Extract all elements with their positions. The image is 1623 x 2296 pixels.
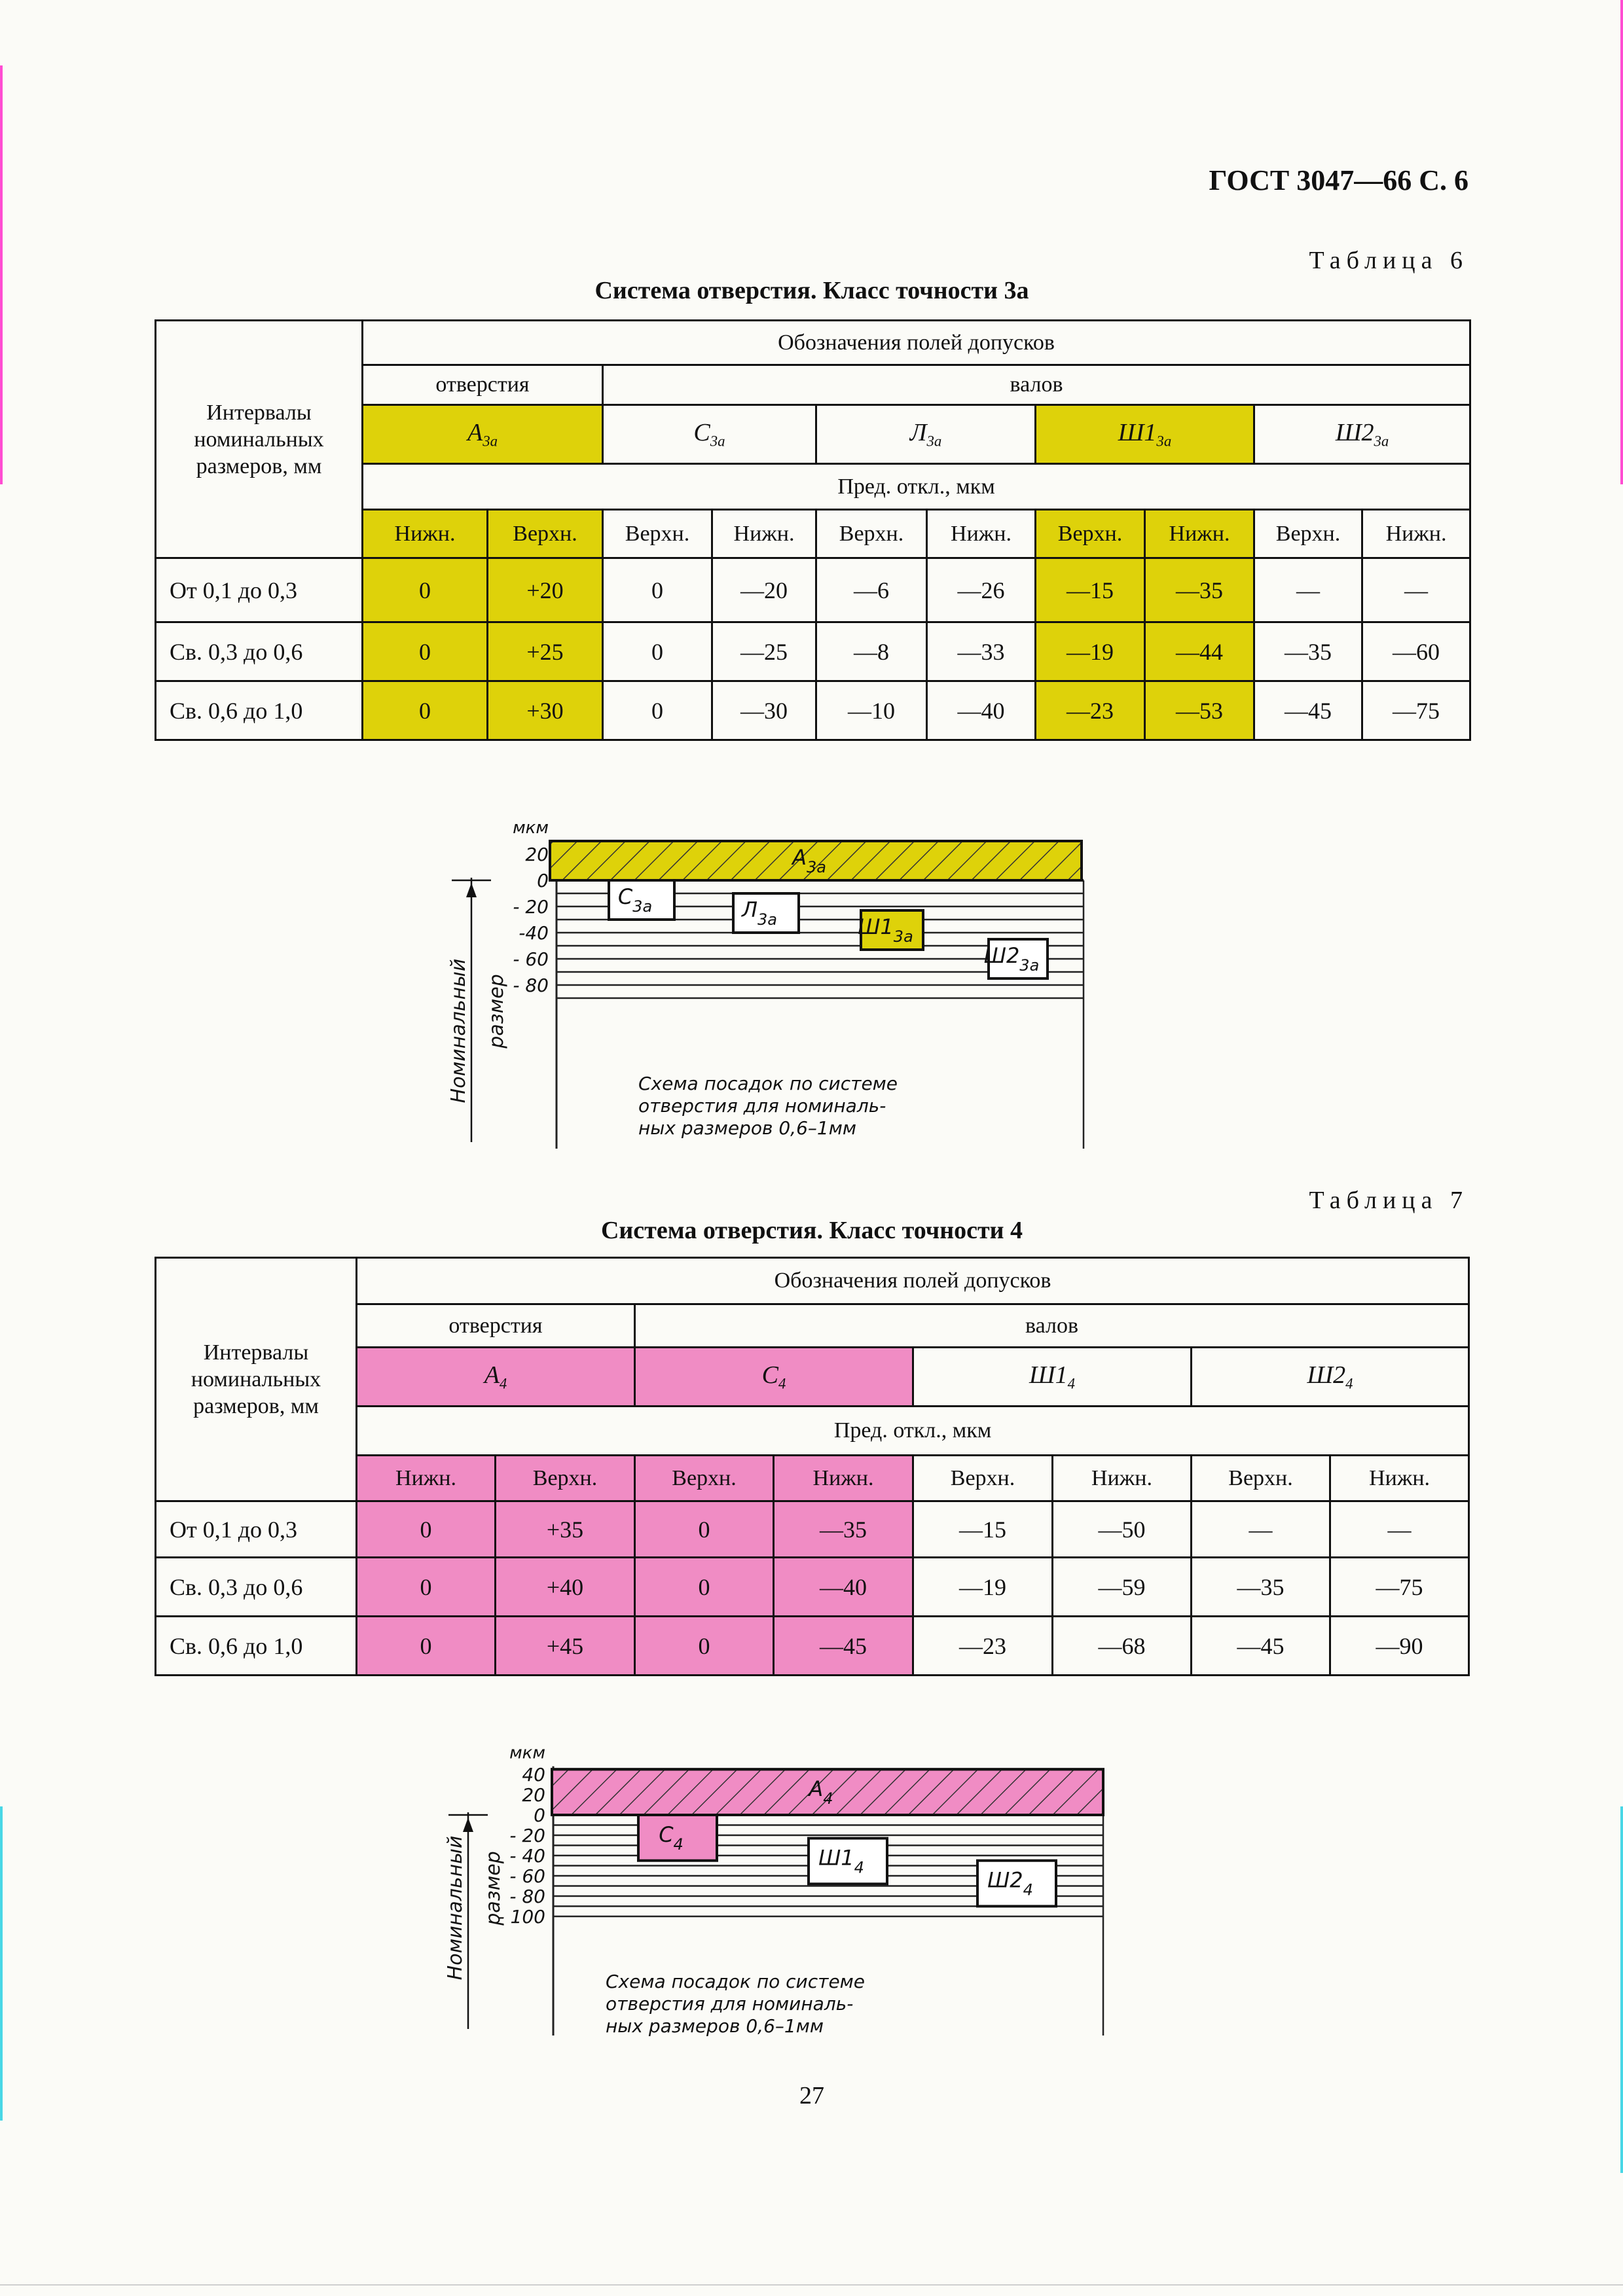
- fit-diagram-4: [429, 1692, 1116, 2039]
- table7-cell: —23: [913, 1617, 1053, 1676]
- table7-cell: 0: [635, 1558, 774, 1617]
- table7-cell: —: [1192, 1501, 1330, 1558]
- tolerance-field-label: $Л_{3а}$: [741, 897, 778, 929]
- table-row: [156, 558, 1470, 622]
- table-row: [156, 1501, 1469, 1558]
- table6-holes-header: отверстия: [363, 365, 603, 405]
- y-tick-label: 0: [537, 870, 549, 891]
- nominal-arrow-head: [463, 1818, 473, 1832]
- table7-cell: —35: [1192, 1558, 1330, 1617]
- y-tick-label: -40: [519, 922, 549, 944]
- table7-shafts-header: валов: [635, 1304, 1469, 1348]
- table6-label: Таблица 6: [1309, 247, 1468, 274]
- y-tick-label: - 60: [509, 1865, 545, 1887]
- table6-cell: —25: [712, 622, 816, 681]
- table7-subheader: Нижн.: [774, 1456, 913, 1501]
- table6-cell: —15: [1036, 558, 1145, 622]
- page-number: 27: [799, 2082, 824, 2109]
- table7-cell: —35: [774, 1501, 913, 1558]
- table7-subheader: Верхн.: [1192, 1456, 1330, 1501]
- table6-cell: —35: [1145, 558, 1254, 622]
- table6-cell: 0: [363, 558, 488, 622]
- table7-cell: —40: [774, 1558, 913, 1617]
- y-tick-label: - 60: [513, 948, 549, 970]
- table7-holes-header: отверстия: [357, 1304, 635, 1348]
- y-tick-label: - 100: [498, 1906, 545, 1928]
- caption-line: отверстия для номиналь-: [638, 1095, 886, 1117]
- nominal-arrow-head: [466, 883, 477, 897]
- table6-subheader: Нижн.: [363, 510, 488, 558]
- left-margin-mark-magenta: [0, 65, 3, 484]
- table6-cell: —26: [927, 558, 1036, 622]
- table7-cell: —15: [913, 1501, 1053, 1558]
- table-row: [156, 1558, 1469, 1617]
- table7-title: Система отверстия. Класс точности 4: [600, 1217, 1023, 1244]
- table6-cell: —23: [1036, 681, 1145, 740]
- table6-cell: —45: [1254, 681, 1362, 740]
- axis-label-size: размер: [485, 974, 508, 1049]
- fit-diagram-3a: [432, 769, 1100, 1162]
- table7-cell: +45: [496, 1617, 635, 1676]
- table7-cell: 0: [357, 1617, 496, 1676]
- table6-subheader: Нижн.: [927, 510, 1036, 558]
- table7-cell: —59: [1053, 1558, 1192, 1617]
- caption-line: ных размеров 0,6–1мм: [606, 2015, 824, 2037]
- table6-title: Система отверстия. Класс точности 3а: [594, 277, 1029, 304]
- table7-group-header: Обозначения полей допусков: [357, 1258, 1469, 1304]
- table6-cell: —40: [927, 681, 1036, 740]
- axis-label-size: размер: [482, 1851, 505, 1926]
- table7-cell: 0: [635, 1617, 774, 1676]
- tolerance-field-label: $Ш2_4$: [987, 1867, 1033, 1899]
- table6-field-sh2: $Ш2_{3а}$: [1254, 405, 1470, 464]
- table6-cell: —35: [1254, 622, 1362, 681]
- y-tick-label: - 40: [509, 1845, 545, 1867]
- table7-range: От 0,1 до 0,3: [156, 1501, 357, 1558]
- table6-cell: 0: [603, 558, 712, 622]
- left-margin-mark-cyan: [0, 1806, 3, 2121]
- table6-deviations-header: Пред. откл., мкм: [363, 464, 1470, 510]
- table6-cell: —30: [712, 681, 816, 740]
- table7-field-a: $А_4$: [357, 1348, 635, 1407]
- table6-cell: —20: [712, 558, 816, 622]
- table7-cell: +40: [496, 1558, 635, 1617]
- caption-line: ных размеров 0,6–1мм: [638, 1117, 856, 1139]
- table-row: [156, 1617, 1469, 1676]
- table6: [155, 319, 1471, 741]
- table6-row-header: Интервалы номинальных размеров, мм: [156, 321, 363, 558]
- table6-cell: 0: [363, 622, 488, 681]
- y-tick-label: - 80: [513, 975, 549, 996]
- table7-cell: 0: [635, 1501, 774, 1558]
- table7: [155, 1257, 1470, 1676]
- table7-field-sh2: $Ш2_4$: [1192, 1348, 1469, 1407]
- caption-line: Схема посадок по системе: [606, 1971, 866, 1992]
- table7-subheader: Верхн.: [496, 1456, 635, 1501]
- table6-cell: —8: [816, 622, 927, 681]
- unit-label: мкм: [509, 1743, 545, 1763]
- table7-cell: +35: [496, 1501, 635, 1558]
- y-tick-label: 20: [525, 844, 549, 865]
- table7-label: Таблица 7: [1309, 1187, 1468, 1214]
- table7-cell: —45: [774, 1617, 913, 1676]
- table7-subheader: Нижн.: [1053, 1456, 1192, 1501]
- table6-cell: 0: [603, 622, 712, 681]
- table6-field-l: $Л_{3а}$: [816, 405, 1036, 464]
- table6-cell: +25: [488, 622, 603, 681]
- table7-cell: —68: [1053, 1617, 1192, 1676]
- right-margin-mark-cyan: [1620, 1806, 1623, 2173]
- table7-subheader: Верхн.: [913, 1456, 1053, 1501]
- caption-line: Схема посадок по системе: [638, 1073, 898, 1094]
- y-tick-label: 40: [522, 1764, 545, 1785]
- tolerance-field-label: $C_{3а}$: [617, 884, 653, 916]
- table-row: [156, 622, 1470, 681]
- table6-cell: 0: [603, 681, 712, 740]
- table6-field-a: $А_{3а}$: [363, 405, 603, 464]
- table6-cell: —53: [1145, 681, 1254, 740]
- unit-label: мкм: [513, 818, 549, 838]
- crop-mark-line: [0, 2284, 1623, 2286]
- table7-cell: 0: [357, 1501, 496, 1558]
- table6-subheader: Нижн.: [1145, 510, 1254, 558]
- table6-subheader: Нижн.: [1362, 510, 1470, 558]
- table6-cell: —33: [927, 622, 1036, 681]
- table6-cell: —: [1254, 558, 1362, 622]
- table6-cell: —19: [1036, 622, 1145, 681]
- y-tick-label: - 20: [513, 896, 549, 918]
- table6-subheader: Верхн.: [1036, 510, 1145, 558]
- table7-subheader: Верхн.: [635, 1456, 774, 1501]
- table7-cell: —45: [1192, 1617, 1330, 1676]
- table6-cell: —10: [816, 681, 927, 740]
- table6-field-sh1: $Ш1_{3а}$: [1036, 405, 1254, 464]
- right-margin-mark-magenta: [1620, 0, 1623, 484]
- table6-subheader: Верхн.: [1254, 510, 1362, 558]
- table6-field-c: $С_{3а}$: [603, 405, 816, 464]
- table7-cell: 0: [357, 1558, 496, 1617]
- table6-range: От 0,1 до 0,3: [156, 558, 363, 622]
- table-row: [156, 681, 1470, 740]
- tolerance-field-label: $A_{3а}$: [792, 845, 826, 876]
- table6-cell: +30: [488, 681, 603, 740]
- table6-cell: —44: [1145, 622, 1254, 681]
- table7-cell: —19: [913, 1558, 1053, 1617]
- table7-cell: —90: [1330, 1617, 1469, 1676]
- tolerance-field-label: $Ш1_{3а}$: [858, 914, 913, 946]
- table6-cell: —6: [816, 558, 927, 622]
- caption-line: отверстия для номиналь-: [606, 1993, 854, 2015]
- y-tick-label: 20: [522, 1784, 545, 1806]
- tolerance-field-label: $Ш1_4$: [818, 1845, 864, 1877]
- table6-range: Св. 0,3 до 0,6: [156, 622, 363, 681]
- table6-subheader: Нижн.: [712, 510, 816, 558]
- table7-cell: —: [1330, 1501, 1469, 1558]
- tolerance-field-label: $A_4$: [809, 1776, 833, 1808]
- table6-subheader: Верхн.: [816, 510, 927, 558]
- y-tick-label: 0: [534, 1804, 545, 1826]
- table7-row-header: Интервалы номинальных размеров, мм: [156, 1258, 357, 1501]
- table6-group-header: Обозначения полей допусков: [363, 321, 1470, 365]
- axis-label-nominal: Номинальный: [444, 1835, 467, 1981]
- table7-cell: —50: [1053, 1501, 1192, 1558]
- table7-field-sh1: $Ш1_4$: [913, 1348, 1192, 1407]
- tolerance-field-label: $C_4$: [659, 1821, 684, 1854]
- table7-range: Св. 0,3 до 0,6: [156, 1558, 357, 1617]
- y-tick-label: - 80: [509, 1886, 545, 1907]
- table6-cell: —75: [1362, 681, 1470, 740]
- table7-range: Св. 0,6 до 1,0: [156, 1617, 357, 1676]
- table6-cell: 0: [363, 681, 488, 740]
- axis-label-nominal: Номинальный: [447, 958, 470, 1103]
- table7-field-c: $С_4$: [635, 1348, 913, 1407]
- table6-cell: +20: [488, 558, 603, 622]
- document-code: ГОСТ 3047—66 С. 6: [1209, 164, 1468, 196]
- table7-subheader: Нижн.: [1330, 1456, 1469, 1501]
- table6-shafts-header: валов: [603, 365, 1470, 405]
- y-tick-label: - 20: [509, 1825, 545, 1846]
- tolerance-field-label: $Ш2_{3а}$: [983, 943, 1040, 975]
- table6-subheader: Верхн.: [488, 510, 603, 558]
- table7-deviations-header: Пред. откл., мкм: [357, 1407, 1469, 1456]
- table6-subheader: Верхн.: [603, 510, 712, 558]
- table7-subheader: Нижн.: [357, 1456, 496, 1501]
- table7-cell: —75: [1330, 1558, 1469, 1617]
- table6-cell: —60: [1362, 622, 1470, 681]
- table6-cell: —: [1362, 558, 1470, 622]
- table6-range: Св. 0,6 до 1,0: [156, 681, 363, 740]
